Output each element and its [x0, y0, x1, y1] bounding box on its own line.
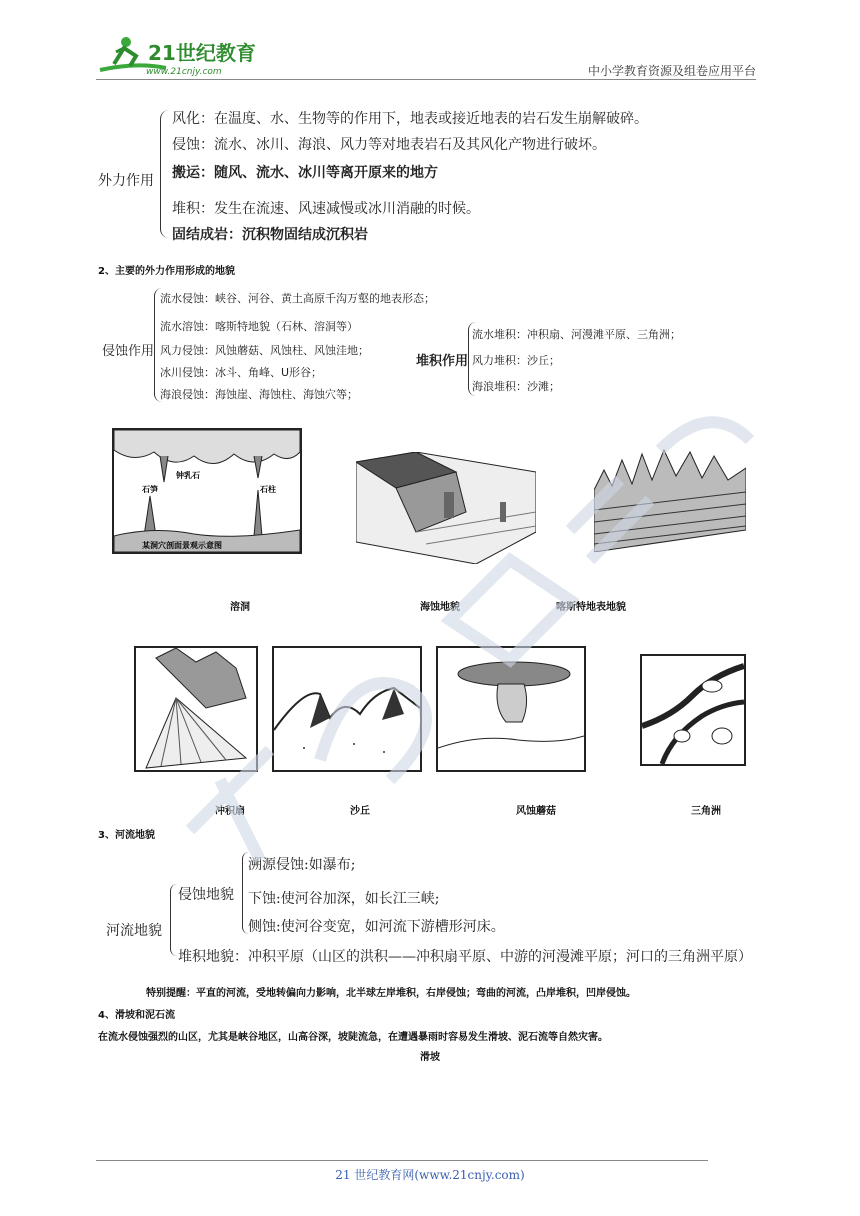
erosion-item: 海浪侵蚀：海蚀崖、海蚀柱、海蚀穴等； — [160, 388, 358, 401]
figure-caption: 喀斯特地表地貌 — [556, 602, 626, 613]
cave-illustration — [112, 428, 302, 554]
section-4-title: 4、滑坡和泥石流 — [98, 1010, 175, 1021]
transport-line: 搬运：随风、流水、冰川等离开原来的地方 — [172, 165, 438, 181]
river-deposition-line: 堆积地貌：冲积平原（山区的洪积——冲积扇平原、中游的河漫滩平原；河口的三角洲平原） — [178, 949, 752, 965]
header-divider — [96, 79, 756, 80]
river-landform-block — [106, 850, 806, 970]
river-erosion-label: 侵蚀地貌 — [178, 887, 234, 903]
erosion-line: 侵蚀：流水、冰川、海浪、风力等对地表岩石及其风化产物进行破坏。 — [172, 137, 606, 153]
footer-text: 21 世纪教育网(www.21cnjy.com) — [335, 1168, 525, 1182]
brace — [160, 110, 169, 238]
river-erosion-item: 溯源侵蚀:如瀑布; — [248, 857, 356, 873]
erosion-item: 流水侵蚀：峡谷、河谷、黄土高原千沟万壑的地表形态； — [160, 292, 435, 305]
sea-erosion-illustration — [356, 452, 536, 564]
brace — [170, 884, 177, 956]
deposition-item: 流水堆积：冲积扇、河漫滩平原、三角洲； — [472, 328, 681, 341]
external-forces-block — [98, 102, 648, 247]
header-platform-text: 中小学教育资源及组卷应用平台 — [587, 64, 756, 78]
figure-caption: 风蚀蘑菇 — [516, 806, 556, 817]
deposition-label: 堆积作用 — [416, 354, 469, 369]
logo-text: 21世纪教育 — [148, 41, 256, 65]
section-2-title: 2、主要的外力作用形成的地貌 — [98, 266, 235, 277]
erosion-item: 冰川侵蚀：冰斗、角峰、U形谷； — [160, 366, 323, 379]
deposition-item: 海浪堆积：沙滩； — [472, 380, 560, 393]
erosion-item: 流水溶蚀：喀斯特地貌（石林、溶洞等） — [160, 320, 358, 333]
section-4-paragraph: 在流水侵蚀强烈的山区，尤其是峡谷地区，山高谷深，坡陡流急，在遭遇暴雨时容易发生滑坡、泥石流等自然灾害。 — [98, 1032, 608, 1043]
erosion-block — [102, 286, 435, 406]
footer-divider — [96, 1160, 708, 1161]
lithification-line: 固结成岩：沉积物固结成沉积岩 — [172, 227, 368, 243]
mushroom-rock-illustration — [436, 646, 586, 772]
pillar-label: 石柱 — [260, 485, 276, 494]
erosion-item: 风力侵蚀：风蚀蘑菇、风蚀柱、风蚀洼地； — [160, 344, 369, 357]
landslide-heading: 滑坡 — [420, 1052, 440, 1063]
cave-inner-caption: 某洞穴剖面景观示意图 — [142, 541, 222, 550]
river-erosion-item: 侧蚀:使河谷变宽，如河流下游槽形河床。 — [248, 919, 505, 935]
karst-illustration — [594, 440, 746, 552]
figure-caption: 海蚀地貌 — [420, 602, 460, 613]
river-root-label: 河流地貌 — [106, 923, 162, 939]
delta-illustration — [640, 654, 746, 766]
figure-caption: 冲积扇 — [215, 806, 245, 817]
deposition-block — [416, 322, 716, 402]
section-3-title: 3、河流地貌 — [98, 830, 155, 841]
alluvial-fan-illustration — [134, 646, 258, 772]
stalagmite-label: 石笋 — [142, 485, 158, 494]
deposition-item: 风力堆积：沙丘； — [472, 354, 560, 367]
stalactite-label: 钟乳石 — [176, 471, 200, 480]
logo-url: www.21cnjy.com — [146, 67, 222, 77]
deposition-line: 堆积：发生在流速、风速减慢或冰川消融的时候。 — [172, 201, 480, 217]
external-forces-label: 外力作用 — [98, 173, 154, 189]
site-logo — [96, 34, 266, 78]
figure-caption: 沙丘 — [350, 806, 370, 817]
river-erosion-item: 下蚀:使河谷加深，如长江三峡; — [248, 891, 440, 907]
erosion-label: 侵蚀作用 — [102, 344, 155, 359]
weathering-line: 风化：在温度、水、生物等的作用下，地表或接近地表的岩石发生崩解破碎。 — [172, 111, 648, 127]
figure-caption: 溶洞 — [230, 602, 250, 613]
figure-caption: 三角洲 — [691, 806, 721, 817]
special-note: 特别提醒：平直的河流，受地转偏向力影响，北半球左岸堆积，右岸侵蚀；弯曲的河流，凸岸堆积，凹岸侵蚀。 — [146, 988, 636, 999]
sand-dune-illustration — [272, 646, 422, 772]
